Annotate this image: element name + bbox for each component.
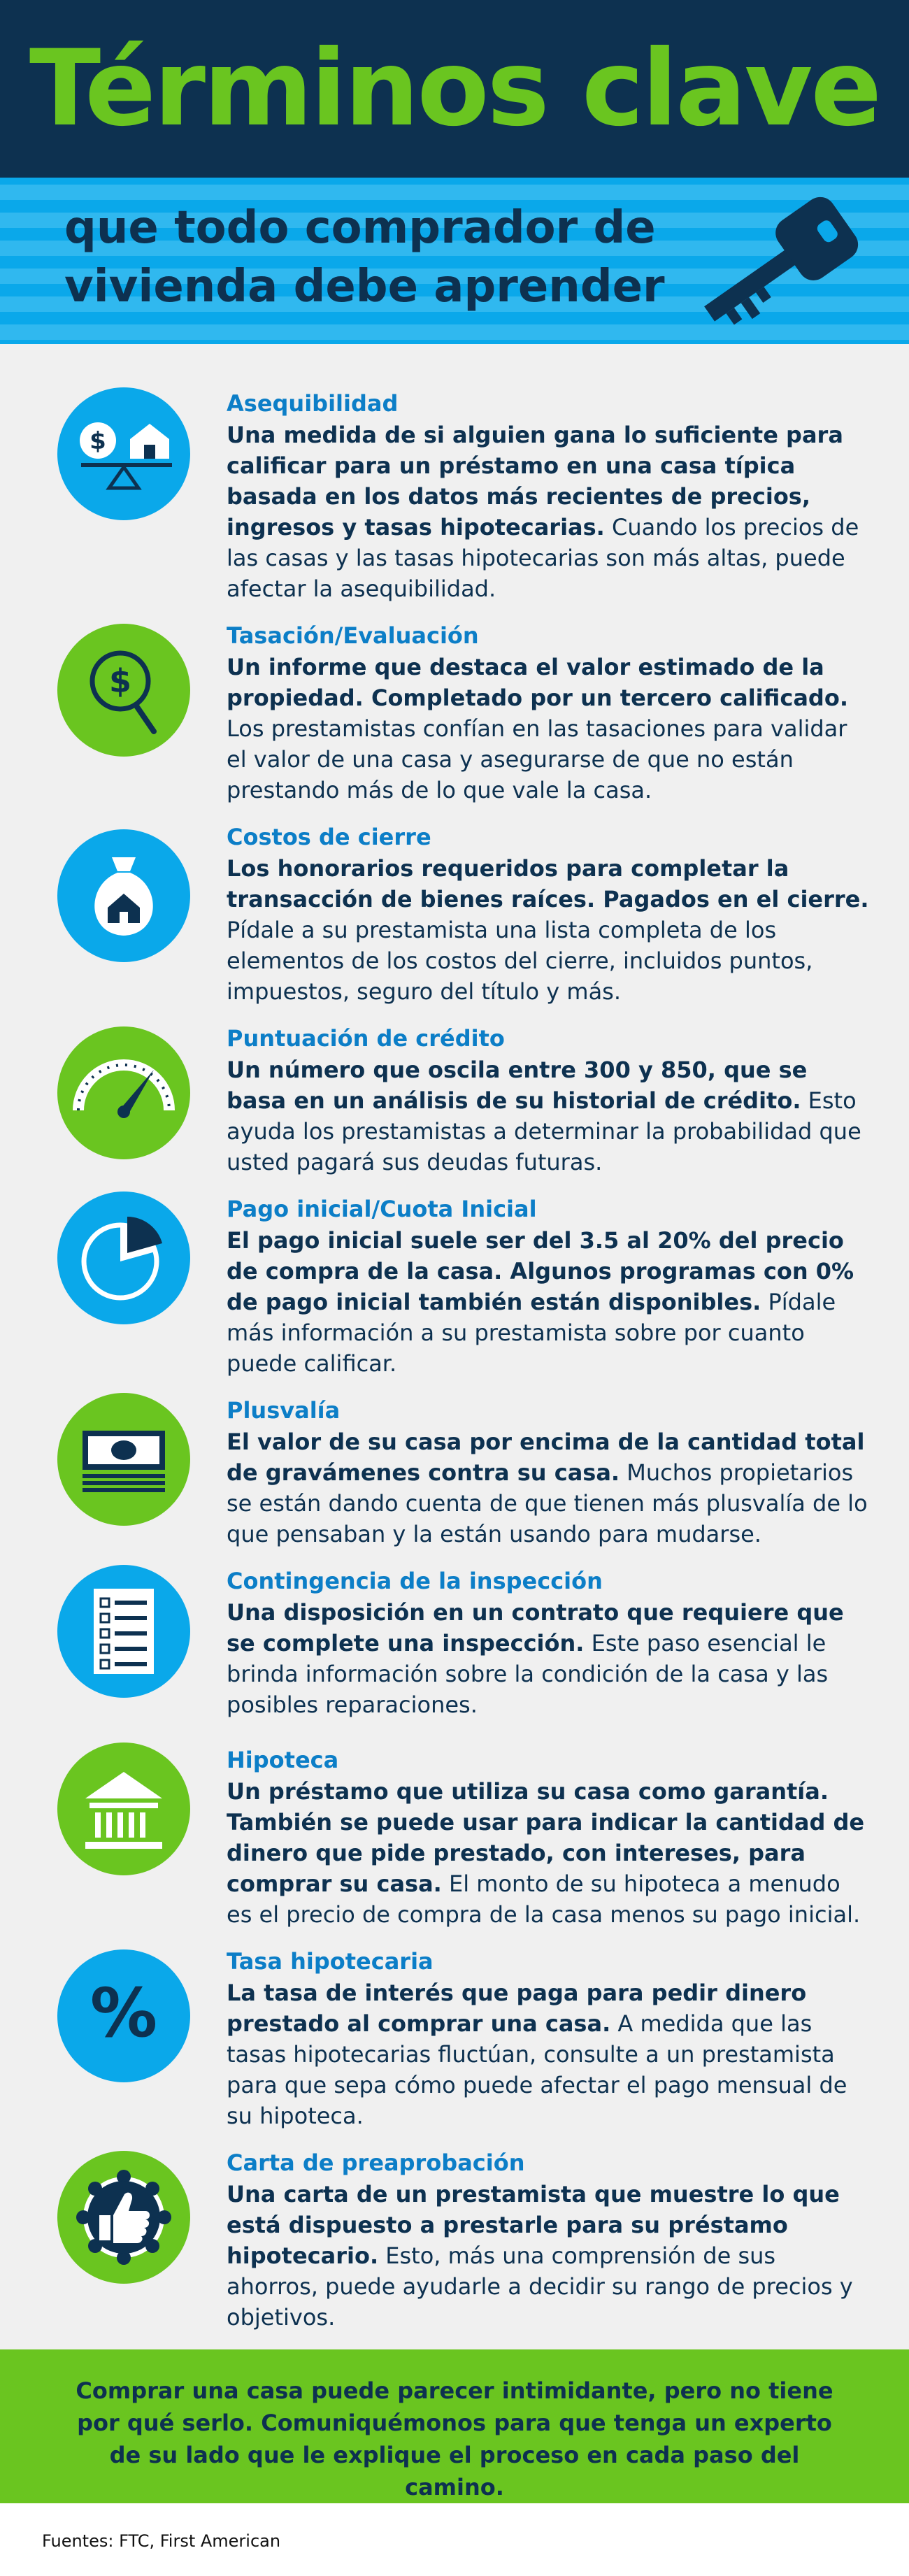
term-definition: Una disposición en un contrato que requiere que se complete una inspección. — [227, 1599, 844, 1656]
pie-chart-icon — [57, 1192, 190, 1324]
term-detail: Los prestamistas confían en las tasaciones para validar el valor de una casa y asegurarse de que no están prestando más de lo que vale la casa. — [227, 715, 847, 803]
term-title: Asequibilidad — [227, 390, 399, 417]
page-title: Términos clave — [29, 28, 880, 150]
term-definition: Un informe que destaca el valor estimado de la propiedad. Completado por un tercero calificado. — [227, 654, 848, 711]
term-definition: El valor de su casa por encima de la cantidad total de gravámenes contra su casa. — [227, 1429, 865, 1486]
term-title: Plusvalía — [227, 1397, 341, 1424]
term-detail: Pídale a su prestamista una lista completa de los elementos de los costos del cierre, incluidos puntos, impuestos, seguro del título y más. — [227, 917, 813, 1005]
footer-banner — [0, 2349, 909, 2503]
term-text — [227, 1196, 870, 1379]
subtitle-line-1: que todo comprador de — [64, 202, 656, 254]
term-title: Tasación/Evaluación — [227, 622, 479, 649]
thumbs-up-badge-icon — [57, 2151, 190, 2284]
term-definition: Una carta de un prestamista que muestre lo que está dispuesto a prestarle para su préstamo hipotecario. — [227, 2181, 840, 2269]
money-bag-house-icon — [57, 829, 190, 962]
svg-text:%: % — [90, 1974, 158, 2052]
term-detail: El monto de su hipoteca a menudo es el precio de compra de la casa menos su pago inicial. — [227, 1870, 861, 1928]
term-title: Tasa hipotecaria — [227, 1948, 434, 1975]
term-title: Puntuación de crédito — [227, 1025, 505, 1052]
header-banner — [0, 0, 909, 178]
term-text — [227, 1568, 870, 1720]
term-text — [227, 824, 870, 1007]
magnifier-dollar-icon — [57, 624, 190, 757]
subtitle-line-2: vivienda debe aprender — [64, 261, 665, 313]
term-detail: Este paso esencial le brinda información sobre la condición de la casa y las posibles reparaciones. — [227, 1630, 829, 1718]
term-definition: Un número que oscila entre 300 y 850, que se basa en un análisis de su historial de crédito. — [227, 1057, 808, 1114]
term-title: Contingencia de la inspección — [227, 1568, 603, 1594]
svg-text:$: $ — [108, 662, 132, 700]
term-text — [227, 1025, 870, 1178]
term-detail: Pídale más información a su prestamista sobre por cuanto puede calificar. — [227, 1289, 836, 1377]
term-definition: Los honorarios requeridos para completar la transacción de bienes raíces. Pagados en el cierre. — [227, 855, 869, 913]
term-definition: La tasa de interés que paga para pedir dinero prestado al comprar una casa. — [227, 1980, 807, 2037]
term-text — [227, 622, 870, 806]
cash-stack-icon — [57, 1393, 190, 1526]
sources-bar — [0, 2503, 909, 2576]
gauge-icon — [57, 1026, 190, 1159]
affordability-scale-icon — [57, 387, 190, 520]
sources-text: Fuentes: FTC, First American — [42, 2531, 281, 2551]
subtitle-banner — [0, 178, 909, 344]
term-text — [227, 1948, 870, 2131]
term-detail: Muchos propietarios se están dando cuenta de que tienen más plusvalía de lo que pensaban y la están usando para mudarse. — [227, 1459, 868, 1547]
term-text — [227, 1397, 870, 1550]
term-title: Carta de preaprobación — [227, 2149, 525, 2176]
term-definition: El pago inicial suele ser del 3.5 al 20% del precio de compra de la casa. Algunos programas con 0% de pago inicial también están disponibles. — [227, 1227, 854, 1315]
page-subtitle — [64, 199, 665, 316]
term-detail: Esto, más una comprensión de sus ahorros, puede ayudarle a decidir su rango de precios y objetivos. — [227, 2242, 853, 2331]
term-definition: Una medida de si alguien gana lo suficiente para calificar para un préstamo en una casa típica basada en los datos más recientes de precios, ingresos y tasas hipotecarias. — [227, 422, 843, 541]
term-definition: Un préstamo que utiliza su casa como garantía. También se puede usar para indicar la cantidad de dinero que pide prestado, con intereses, para comprar su casa. — [227, 1778, 865, 1897]
term-title: Costos de cierre — [227, 824, 431, 850]
term-title: Hipoteca — [227, 1747, 339, 1773]
percent-icon — [57, 1949, 190, 2082]
term-title: Pago inicial/Cuota Inicial — [227, 1196, 537, 1222]
checklist-icon — [57, 1565, 190, 1698]
term-detail: A medida que las tasas hipotecarias fluctúan, consulte a un prestamista para que sepa cómo puede afectar el pago mensual de su hipoteca. — [227, 2010, 847, 2129]
term-detail: Cuando los precios de las casas y las tasas hipotecarias son más altas, puede afectar la asequibilidad. — [227, 514, 859, 602]
term-text — [227, 390, 870, 604]
term-text — [227, 2149, 870, 2333]
bank-icon — [57, 1743, 190, 1875]
key-icon — [685, 193, 867, 333]
svg-text:$: $ — [90, 427, 106, 455]
footer-message: Comprar una casa puede parecer intimidante, pero no tiene por qué serlo. Comuniquémonos para que tenga un experto de su lado que le explique el proceso en cada paso del camino. — [76, 2377, 833, 2500]
term-detail: Esto ayuda los prestamistas a determinar la probabilidad que usted pagará sus deudas futuras. — [227, 1087, 861, 1175]
term-text — [227, 1747, 870, 1930]
